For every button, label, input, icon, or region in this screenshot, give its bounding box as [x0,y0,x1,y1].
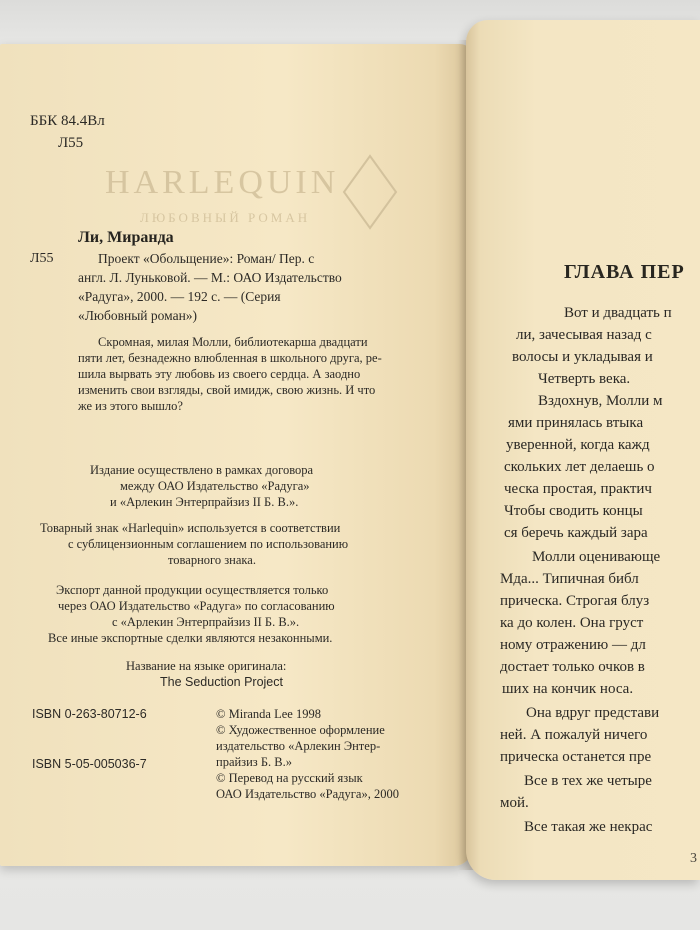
export-line: Все иные экспортные сделки являются незаконными. [48,631,333,645]
author-name: Ли, Миранда [78,229,174,246]
text-line: Все в тех же четыре [524,773,652,789]
text-line: уверенной, когда кажд [506,437,650,453]
text-line: достает только очков в [500,659,645,675]
text-line: Она вдруг представи [526,705,660,721]
isbn-russian: ISBN 5-05-005036-7 [32,757,147,771]
bbk-code: ББК 84.4Вл [30,113,105,129]
text-line: ями принялась втыка [508,415,644,431]
page-number: 3 [690,851,697,866]
text-line: Вот и двадцать п [564,305,672,321]
trademark-line: с сублицензионным соглашением по использованию [68,537,349,551]
text-line: прическа. Строгая блуз [500,593,650,609]
text-line: ших на кончик носа. [502,681,634,697]
catalog-code-side: Л55 [30,251,54,266]
original-title-label: Название на языке оригинала: [126,659,287,673]
text-line: мой. [500,795,529,811]
biblio-line: «Любовный роман») [78,308,198,323]
text-line: ному отражению — дл [500,637,646,653]
copyright-line: © Художественное оформление [216,723,385,737]
original-title: The Seduction Project [160,675,283,689]
text-line: Четверть века. [538,371,631,387]
bleed-through-diamond-icon [340,152,400,232]
copyright-line: ОАО Издательство «Радуга», 2000 [216,787,399,801]
catalog-code-top: Л55 [58,135,84,151]
trademark-line: Товарный знак «Harlequin» используется в соответствии [40,521,341,535]
right-page [466,20,700,880]
chapter-heading: ГЛАВА ПЕР [564,261,685,283]
copyright-line: прайзиз Б. В.» [216,755,293,769]
text-line: Все такая же некрас [524,819,653,835]
text-line: волосы и укладывая и [512,349,653,365]
bleed-through-subtitle: ЛЮБОВНЫЙ РОМАН [140,210,311,225]
text-line: прическа останется пре [500,749,652,765]
annotation-line: же из этого вышло? [78,399,183,413]
annotation-line: изменить свои взгляды, свой имидж, свою жизнь. И что [78,383,376,397]
copyright-line: © Перевод на русский язык [216,771,363,785]
text-line: Мда... Типичная библ [500,571,639,587]
export-line: Экспорт данной продукции осуществляется только [56,583,329,597]
biblio-line: «Радуга», 2000. — 192 с. — (Серия [78,289,281,304]
trademark-line: товарного знака. [168,553,256,567]
annotation-line: шила вырвать эту любовь из своего сердца. А заодно [78,367,361,381]
copyright-line: издательство «Арлекин Энтер- [216,739,381,753]
annotation-line: Скромная, милая Молли, библиотекарша двадцати [98,335,368,349]
biblio-line: англ. Л. Луньковой. — М.: ОАО Издательство [78,270,342,285]
export-line: через ОАО Издательство «Радуга» по согласованию [58,599,335,613]
biblio-line: Проект «Обольщение»: Роман/ Пер. с [98,251,315,266]
agreement-line: и «Арлекин Энтерпрайзиз II Б. В.». [110,495,299,509]
copyright-line: © Miranda Lee 1998 [216,707,321,721]
text-line: скольких лет делаешь о [504,459,655,475]
bleed-through-logo: HARLEQUIN [105,164,340,201]
annotation-line: пяти лет, безнадежно влюбленная в школьного друга, ре- [78,351,382,365]
text-line: ли, зачесывая назад с [516,327,652,343]
export-line: с «Арлекин Энтерпрайзиз II Б. В.». [112,615,300,629]
text-line: ческа простая, практич [504,481,652,497]
text-line: Молли оценивающе [532,549,661,565]
text-line: Чтобы сводить концы [504,503,643,519]
agreement-line: между ОАО Издательство «Радуга» [120,479,310,493]
isbn-original: ISBN 0-263-80712-6 [32,707,147,721]
agreement-line: Издание осуществлено в рамках договора [90,463,314,477]
text-line: ся беречь каждый зара [504,525,648,541]
left-page [0,44,472,866]
text-line: Вздохнув, Молли м [538,393,663,409]
text-line: ка до колен. Она груст [500,615,644,631]
text-line: ней. А пожалуй ничего [500,727,648,743]
